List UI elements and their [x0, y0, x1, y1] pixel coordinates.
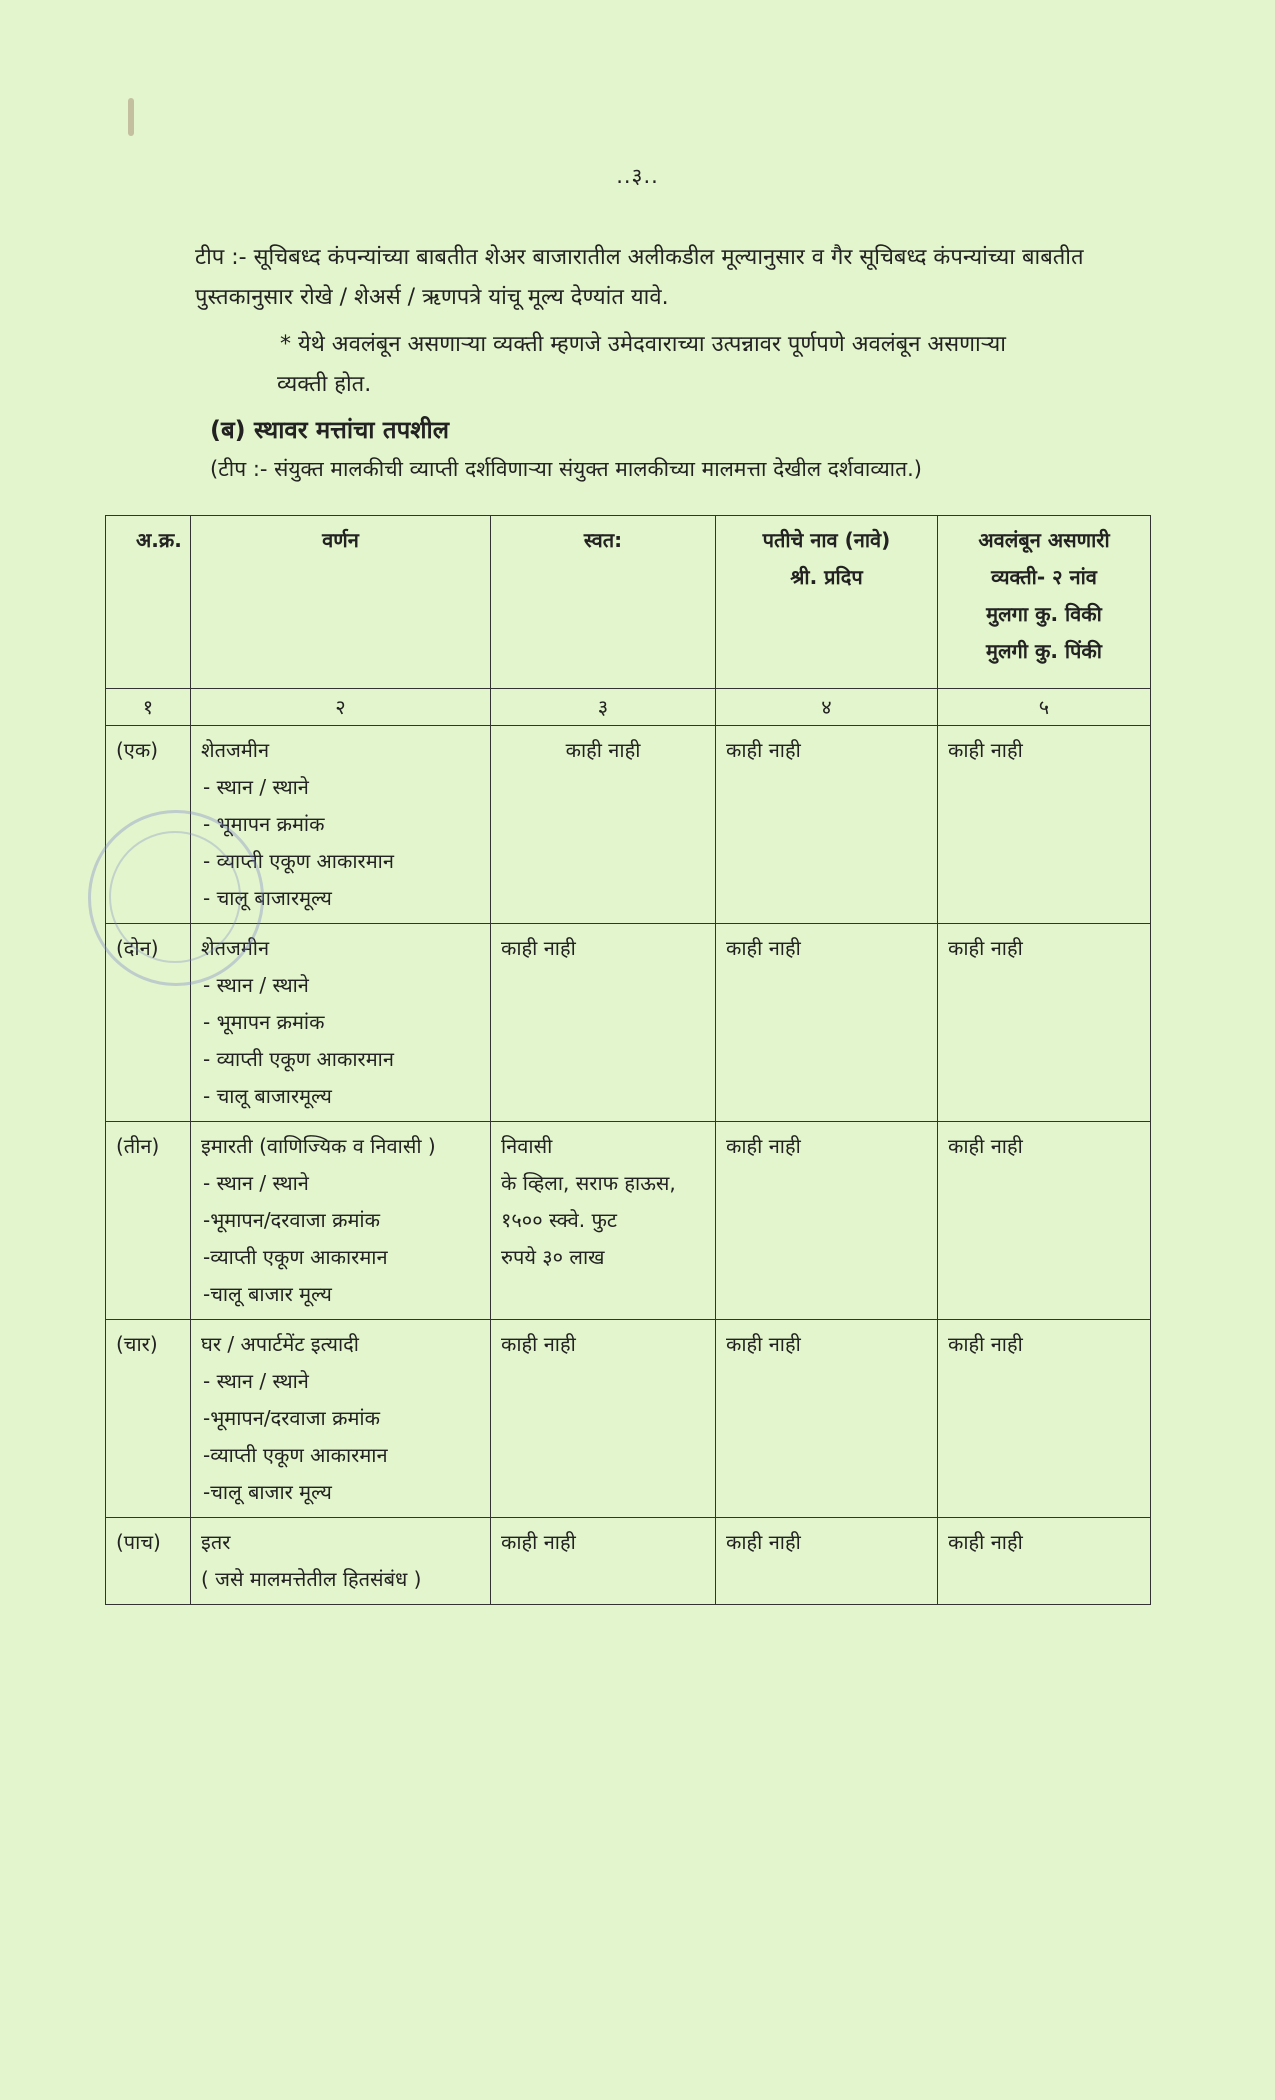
self-line: निवासी	[501, 1134, 553, 1158]
desc-line: -चालू बाजार मूल्य	[203, 1480, 332, 1504]
desc-line: - व्याप्ती एकूण आकारमान	[203, 849, 394, 873]
table-row	[106, 924, 1151, 1122]
row-spouse: काही नाही	[716, 924, 938, 1122]
desc-line: इतर	[201, 1530, 231, 1554]
desc-line: ( जसे मालमत्तेतील हितसंबंध )	[201, 1567, 422, 1591]
desc-line: -चालू बाजार मूल्य	[203, 1282, 332, 1306]
desc-line: - स्थान / स्थाने	[203, 1171, 309, 1195]
note-star-line2: व्यक्ती होत.	[277, 372, 372, 397]
desc-line: - स्थान / स्थाने	[203, 1369, 309, 1393]
row-dependents: काही नाही	[938, 1320, 1151, 1518]
row-dependents: काही नाही	[938, 726, 1151, 924]
header-dependents	[938, 516, 1151, 689]
row-description	[191, 726, 491, 924]
self-line: के व्हिला, सराफ हाऊस,	[501, 1171, 676, 1195]
row-dependents: काही नाही	[938, 1122, 1151, 1320]
row-description	[191, 1320, 491, 1518]
desc-line: - चालू बाजारमूल्य	[203, 1084, 332, 1108]
header-self: स्वत:	[491, 516, 716, 689]
header-dependents-line4: मुलगी कु. पिंकी	[986, 639, 1102, 663]
note-main: टीप :- सूचिबध्द कंपन्यांच्या बाबतीत शेअर बाजारातील अलीकडील मूल्यानुसार व गैर सूचिबध्द कंपन्यांच्या बाबतीत पुस्तकानुसार रोखे / शेअर्स / ऋणपत्रे यांचू मूल्य देण्यांत यावे.	[195, 245, 1084, 310]
desc-line: घर / अपार्टमेंट इत्यादी	[201, 1332, 359, 1356]
desc-line: -भूमापन/दरवाजा क्रमांक	[203, 1208, 380, 1232]
row-serial: (चार)	[106, 1320, 191, 1518]
note-star	[277, 325, 1160, 405]
row-self	[491, 1122, 716, 1320]
table-row	[106, 1122, 1151, 1320]
table-row	[106, 726, 1151, 924]
desc-line: शेतजमीन	[201, 738, 270, 762]
row-spouse: काही नाही	[716, 726, 938, 924]
binding-mark	[128, 98, 134, 136]
column-number-row	[106, 689, 1151, 726]
desc-line: - चालू बाजारमूल्य	[203, 886, 332, 910]
row-self: काही नाही	[491, 924, 716, 1122]
row-dependents: काही नाही	[938, 1518, 1151, 1605]
table-row	[106, 1320, 1151, 1518]
row-self: काही नाही	[491, 1320, 716, 1518]
desc-line: इमारती (वाणिज्यिक व निवासी )	[201, 1134, 436, 1158]
row-spouse: काही नाही	[716, 1122, 938, 1320]
header-spouse-line1: पतीचे नाव (नावे)	[762, 528, 891, 552]
row-serial: (दोन)	[106, 924, 191, 1122]
header-spouse	[716, 516, 938, 689]
row-spouse: काही नाही	[716, 1320, 938, 1518]
section-note: (टीप :- संयुक्त मालकीची व्याप्ती दर्शविणाऱ्या संयुक्त मालकीच्या मालमत्ता देखील दर्शवाव्यात.)	[210, 457, 922, 481]
column-number: १	[106, 689, 191, 726]
column-number: ५	[938, 689, 1151, 726]
row-description	[191, 924, 491, 1122]
row-serial: (पाच)	[106, 1518, 191, 1605]
row-self: काही नाही	[491, 1518, 716, 1605]
header-dependents-line3: मुलगा कु. विकी	[986, 602, 1102, 626]
desc-line: - व्याप्ती एकूण आकारमान	[203, 1047, 394, 1071]
desc-line: - भूमापन क्रमांक	[203, 812, 325, 836]
desc-line: -व्याप्ती एकूण आकारमान	[203, 1245, 388, 1269]
section-title: (ब) स्थावर मत्तांचा तपशील	[210, 416, 450, 444]
immovable-assets-table	[105, 515, 1151, 1605]
header-spouse-line2: श्री. प्रदिप	[790, 565, 863, 589]
page-number: ..३..	[616, 164, 659, 188]
row-serial: (तीन)	[106, 1122, 191, 1320]
row-description	[191, 1122, 491, 1320]
column-number: २	[191, 689, 491, 726]
column-number: ३	[491, 689, 716, 726]
row-serial: (एक)	[106, 726, 191, 924]
row-dependents: काही नाही	[938, 924, 1151, 1122]
desc-line: -भूमापन/दरवाजा क्रमांक	[203, 1406, 380, 1430]
row-self: काही नाही	[491, 726, 716, 924]
header-dependents-line1: अवलंबून असणारी	[978, 528, 1110, 552]
desc-line: - भूमापन क्रमांक	[203, 1010, 325, 1034]
desc-line: शेतजमीन	[201, 936, 270, 960]
row-spouse: काही नाही	[716, 1518, 938, 1605]
table-header-row	[106, 516, 1151, 689]
self-line: रुपये ३० लाख	[501, 1245, 605, 1269]
row-description	[191, 1518, 491, 1605]
header-description: वर्णन	[191, 516, 491, 689]
self-line: १५०० स्क्वे. फुट	[501, 1208, 617, 1232]
desc-line: - स्थान / स्थाने	[203, 775, 309, 799]
header-serial: अ.क्र.	[106, 516, 191, 689]
note-star-line1: * येथे अवलंबून असणाऱ्या व्यक्ती म्हणजे उमेदवाराच्या उत्पन्नावर पूर्णपणे अवलंबून असणाऱ्या	[280, 332, 1006, 357]
header-dependents-line2: व्यक्ती- २ नांव	[991, 565, 1097, 589]
desc-line: -व्याप्ती एकूण आकारमान	[203, 1443, 388, 1467]
table-row	[106, 1518, 1151, 1605]
desc-line: - स्थान / स्थाने	[203, 973, 309, 997]
column-number: ४	[716, 689, 938, 726]
